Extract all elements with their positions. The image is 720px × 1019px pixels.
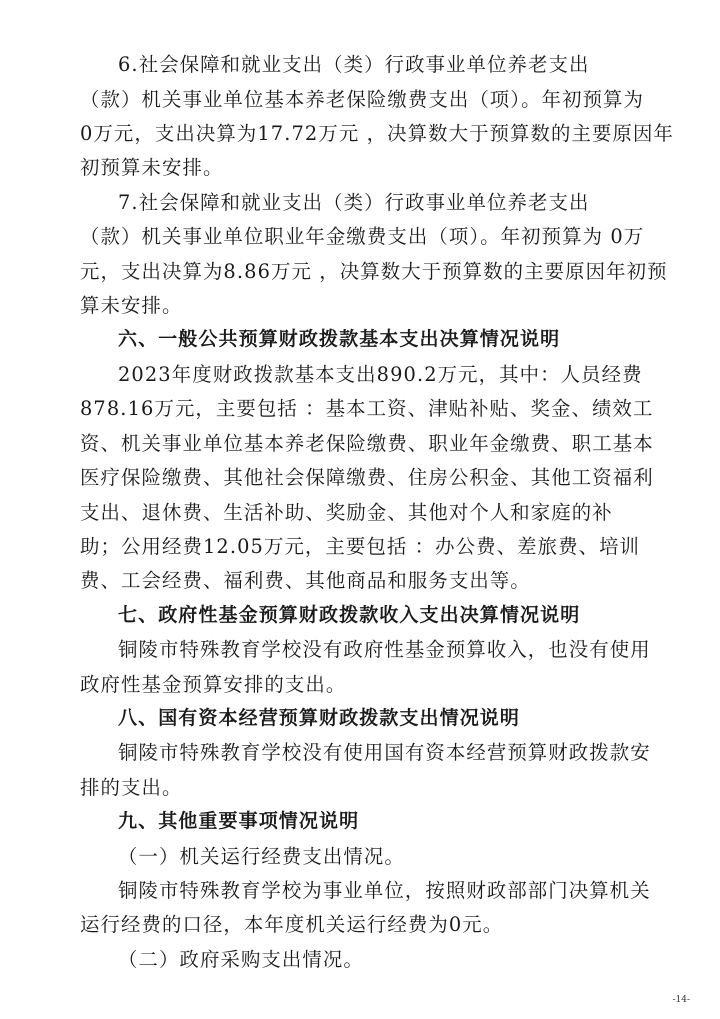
body-text-line: 878.16万元，主要包括 ：基本工资、津贴补贴、奖金、绩效工: [80, 397, 654, 420]
body-text-line: 排的支出。: [80, 776, 183, 799]
body-text-line: 7.社会保障和就业支出（类）行政事业单位养老支出: [118, 191, 590, 214]
section-heading: 八、国有资本经营预算财政拨款支出情况说明: [118, 707, 521, 729]
body-text-line: 助；公用经费12.05万元，主要包括 ：办公费、差旅费、培训: [80, 535, 641, 558]
body-text-line: 元，支出决算为8.86万元 ，决算数大于预算数的主要原因年初预: [80, 260, 668, 283]
page-number: -14-: [672, 995, 690, 1005]
body-text-line: 支出、退休费、生活补助、奖励金、其他对个人和家庭的补: [80, 501, 613, 524]
body-text-line: 2023年度财政拨款基本支出890.2万元，其中：人员经费: [118, 363, 643, 386]
section-heading: 六、一般公共预算财政拨款基本支出决算情况说明: [118, 328, 561, 350]
body-text-line: 费、工会经费、福利费、其他商品和服务支出等。: [80, 569, 531, 592]
section-heading: 七、政府性基金预算财政拨款收入支出决算情况说明: [118, 604, 581, 626]
body-text-line: 0万元，支出决算为17.72万元 ，决算数大于预算数的主要原因年: [80, 122, 674, 145]
body-text-line: 运行经费的口径，本年度机关运行经费为0元。: [80, 913, 504, 936]
body-text-line: 铜陵市特殊教育学校为事业单位，按照财政部部门决算机关: [118, 879, 651, 902]
subsection-heading: （二）政府采购支出情况。: [118, 948, 364, 971]
body-text-line: 铜陵市特殊教育学校没有政府性基金预算收入，也没有使用: [118, 638, 651, 661]
body-text-line: 初预算未安排。: [80, 156, 224, 179]
body-text-line: （款）机关事业单位基本养老保险缴费支出（项）。年初预算为: [80, 88, 645, 111]
body-text-line: 算未安排。: [80, 294, 183, 317]
section-heading: 九、其他重要事项情况说明: [118, 810, 360, 832]
body-text-line: （款）机关事业单位职业年金缴费支出（项）。年初预算为 0万: [80, 225, 645, 248]
body-text-line: 铜陵市特殊教育学校没有使用国有资本经营预算财政拨款安: [118, 741, 651, 764]
body-text-line: 6.社会保障和就业支出（类）行政事业单位养老支出: [118, 53, 590, 76]
body-text-line: 政府性基金预算安排的支出。: [80, 673, 347, 696]
body-text-line: 资、机关事业单位基本养老保险缴费、职业年金缴费、职工基本: [80, 432, 654, 455]
body-text-line: 医疗保险缴费、其他社会保障缴费、住房公积金、其他工资福利: [80, 466, 654, 489]
subsection-heading: （一）机关运行经费支出情况。: [118, 845, 405, 868]
